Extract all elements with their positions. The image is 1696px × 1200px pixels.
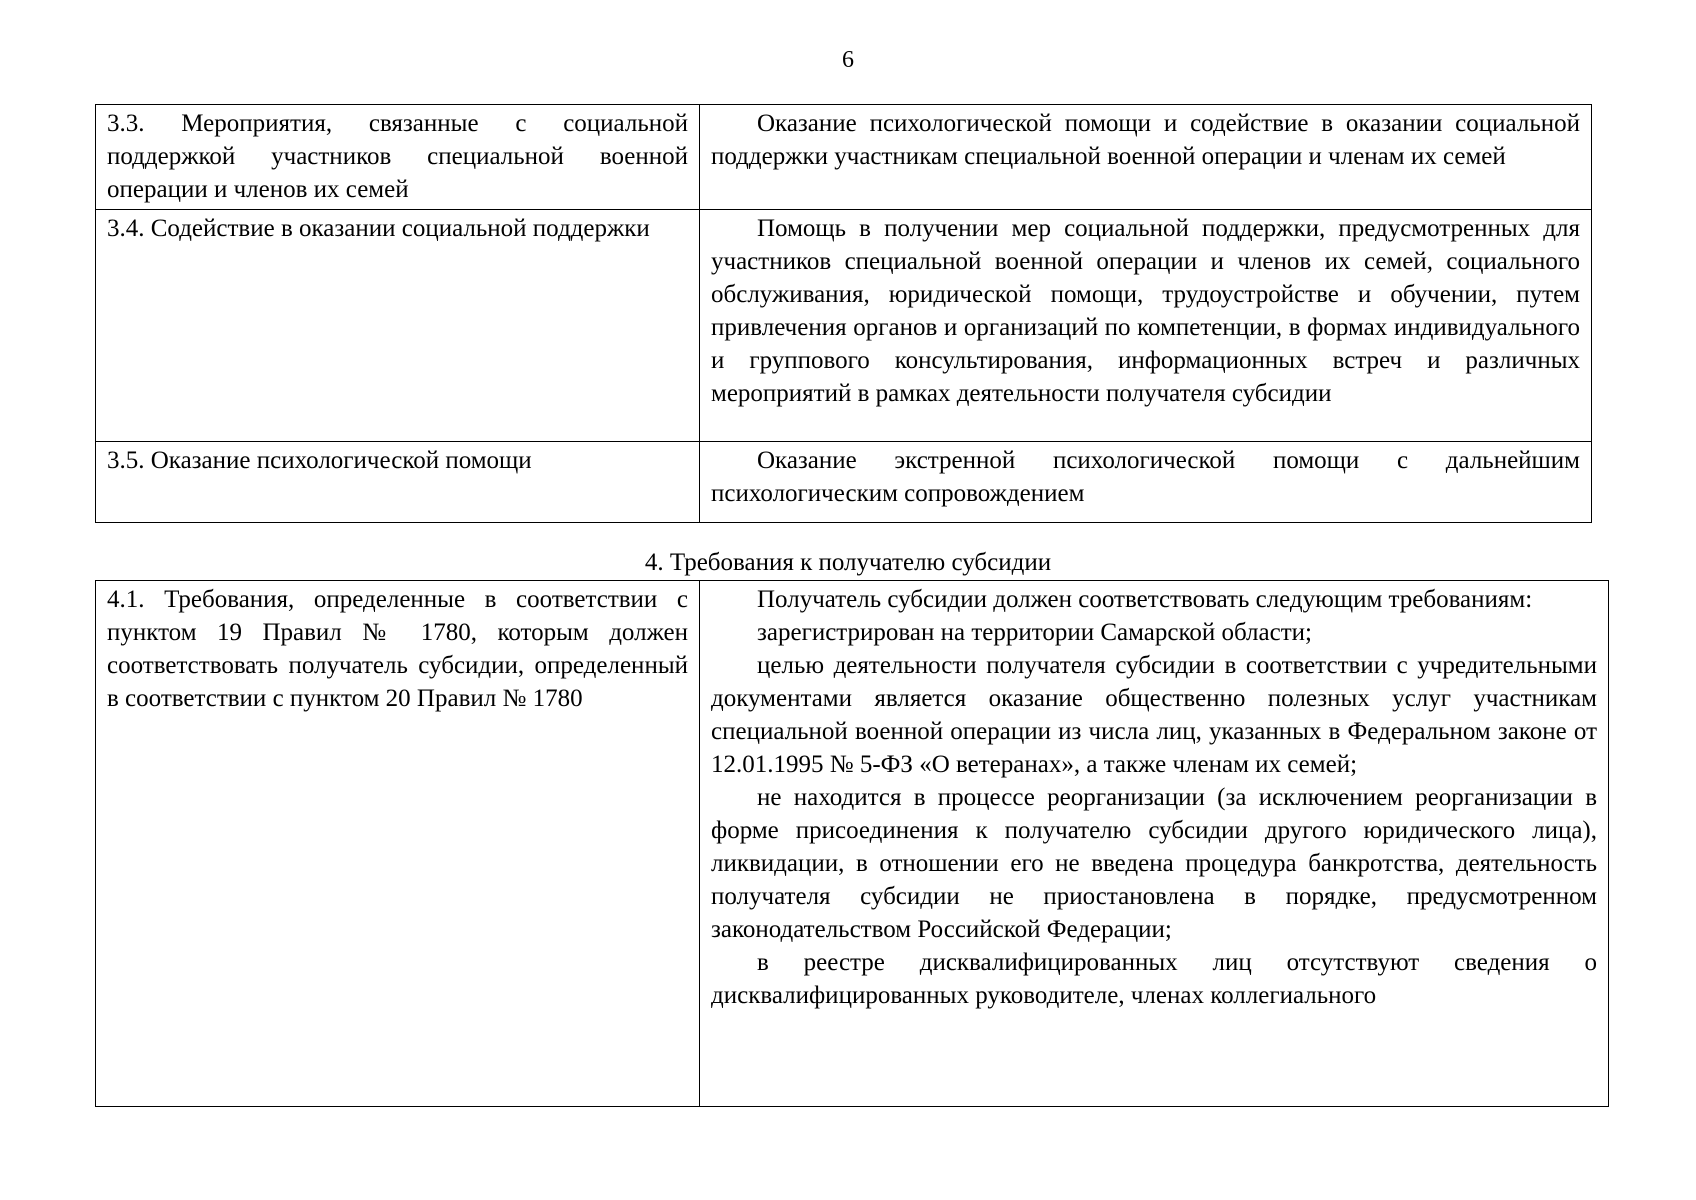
- paragraph: целью деятельности получателя субсидии в соответствии с учредительными документами является оказание общественно полезных услуг участникам специальной военной операции из числа лиц, указанных в Федеральном законе от 12.01.1995 № 5-ФЗ «О ветеранах», а также членам их семей;: [711, 652, 1597, 778]
- paragraph: не находится в процессе реорганизации (за исключением реорганизации в форме присоединения к получателю субсидии другого юридического лица), ликвидации, в отношении его не введена процедура банкротства, деятельность получателя субсидии не приостановлена в порядке, предусмотренном законодательством Российской Федерации;: [711, 784, 1597, 943]
- cell-4-1-title: 4.1. Требования, определенные в соответствии с пунктом 19 Правил № 1780, которым должен соответствовать получатель субсидии, определенный в соответствии с пунктом 20 Правил № 1780: [96, 581, 700, 1107]
- paragraph: Получатель субсидии должен соответствовать следующим требованиям:: [757, 586, 1533, 613]
- table-row-3-5: [96, 442, 1592, 523]
- table-row-3-3: [96, 105, 1592, 210]
- paragraph: Помощь в получении мер социальной поддержки, предусмотренных для участников специальной военной операции и членов их семей, социального обслуживания, юридической помощи, трудоустройстве и обучении, путем привлечения органов и организаций по компетенции, в формах индивидуального и группового консультирования, информационных встреч и различных мероприятий в рамках деятельности получателя субсидии: [711, 215, 1580, 407]
- page-number: 6: [842, 47, 854, 73]
- cell-3-4-title: 3.4. Содействие в оказании социальной поддержки: [96, 210, 700, 442]
- cell-4-1-description: [700, 581, 1609, 1107]
- cell-3-5-title: 3.5. Оказание психологической помощи: [96, 442, 700, 523]
- measures-table: [95, 104, 1592, 523]
- table-row-3-4: [96, 210, 1592, 442]
- requirements-table: [95, 580, 1609, 1107]
- paragraph: Оказание психологической помощи и содействие в оказании социальной поддержки участникам специальной военной операции и членам их семей: [711, 110, 1580, 170]
- section-heading: 4. Требования к получателю субсидии: [644, 549, 1052, 576]
- paragraph: в реестре дисквалифицированных лиц отсутствуют сведения о дисквалифицированных руководителе, членах коллегиального: [711, 949, 1597, 1009]
- cell-3-3-description: [700, 105, 1592, 210]
- cell-3-3-title: 3.3. Мероприятия, связанные с социальной поддержкой участников специальной военной операции и членов их семей: [96, 105, 700, 210]
- paragraph: Оказание экстренной психологической помощи с дальнейшим психологическим сопровождением: [711, 447, 1580, 507]
- cell-3-5-description: [700, 442, 1592, 523]
- cell-3-4-description: [700, 210, 1592, 442]
- table-row-4-1: [96, 581, 1609, 1107]
- paragraph: зарегистрирован на территории Самарской области;: [757, 619, 1312, 646]
